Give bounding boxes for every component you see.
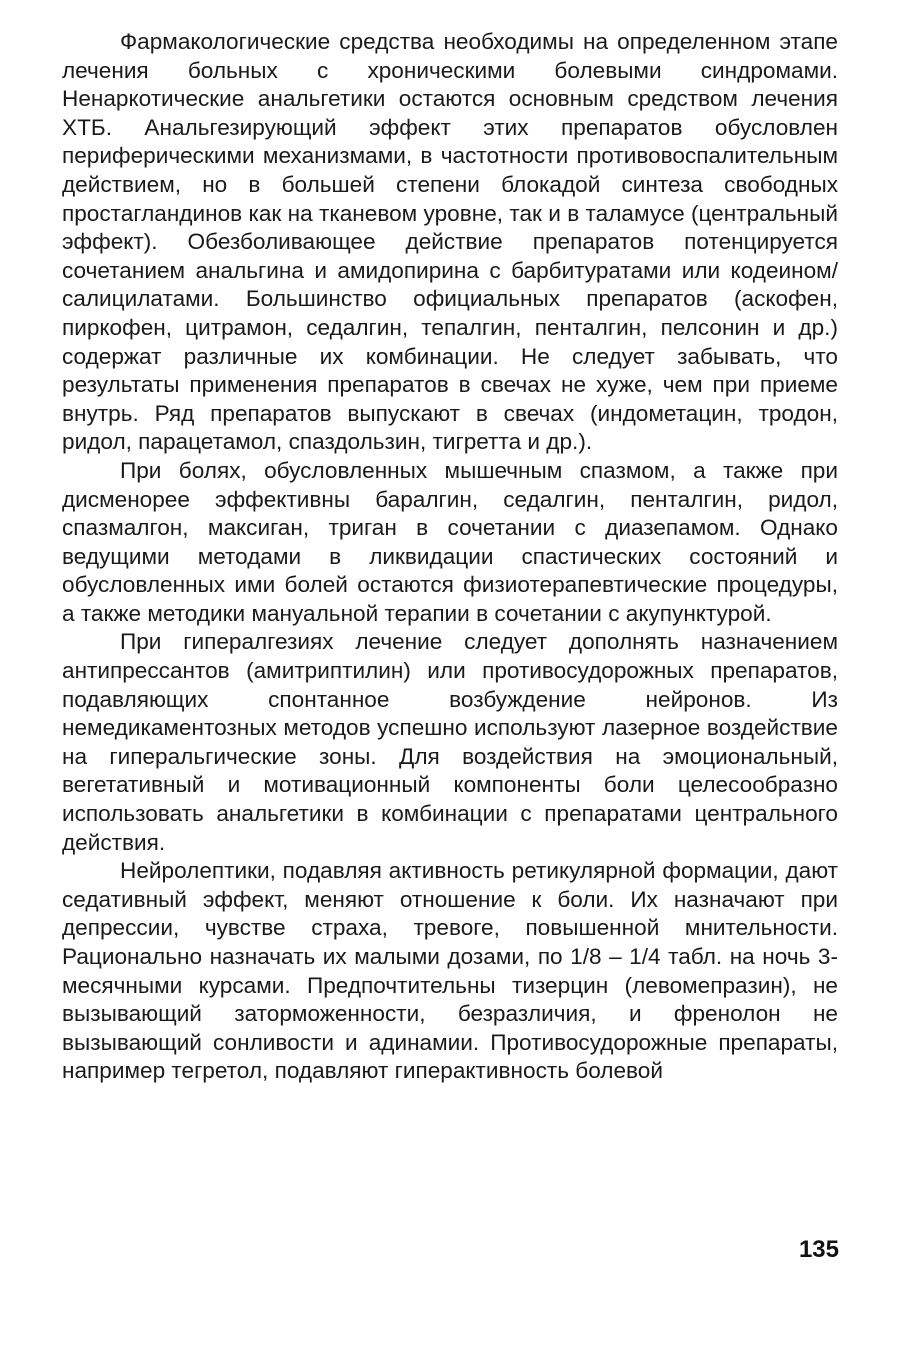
paragraph-pharmacological-agents: Фармакологические средства необходимы на определенном этапе лечения больных с хроническими болевыми синдромами. Ненаркотические анальгетики остаются основным средством лечения ХТБ. Анальгезирующий эффект этих препаратов обусловлен периферическими механизмами, в частотности противовоспалительным действием, но в большей степени блокадой синтеза свободных простагландинов как на тканевом уровне, так и в таламусе (центральный эффект). Обезболивающее действие препаратов потенцируется сочетанием анальгина и амидопирина с барбитуратами или кодеином/салицилатами. Большинство официальных препаратов (аскофен, пиркофен, цитрамон, седалгин, тепалгин, пенталгин, пелсонин и др.) содержат различные их комбинации. Не следует забывать, что результаты применения препаратов в свечах не хуже, чем при приеме внутрь. Ряд препаратов выпускают в свечах (индометацин, тродон, ридол, парацетамол, спаздользин, тигретта и др.). [62, 29, 838, 455]
paragraph-muscle-spasm-pain: При болях, обусловленных мышечным спазмом, а также при дисменорее эффективны баралгин, седалгин, пенталгин, ридол, спазмалгон, максиган, триган в сочетании с диазепамом. Однако ведущими методами в ликвидации спастических состояний и обусловленных ими болей остаются физиотерапевтические процедуры, а также методики мануальной терапии в сочетании с акупунктурой. [62, 457, 838, 626]
page-body [62, 28, 838, 1086]
paragraph-neuroleptics: Нейролептики, подавляя активность ретикулярной формации, дают седативный эффект, меняют отношение к боли. Их назначают при депрессии, чувстве страха, тревоге, повышенной мнительности. Рационально назначать их малыми дозами, по 1/8 – 1/4 табл. на ночь 3-месячными курсами. Предпочтительны тизерцин (левомепразин), не вызывающий заторможенности, безразличия, и френолон не вызывающий сонливости и адинамии. Противосудорожные препараты, например тегретол, подавляют гиперактивность болевой [62, 858, 838, 1084]
page-number: 135 [798, 1236, 839, 1263]
paragraph-hyperalgesia-treatment: При гипералгезиях лечение следует дополнять назначением антипрессантов (амитриптилин) или противосудорожных препаратов, подавляющих спонтанное возбуждение нейронов. Из немедикаментозных методов успешно используют лазерное воздействие на гиперальгические зоны. Для воздействия на эмоциональный, вегетативный и мотивационный компоненты боли целесообразно использовать анальгетики в комбинации с препаратами центрального действия. [62, 629, 838, 855]
